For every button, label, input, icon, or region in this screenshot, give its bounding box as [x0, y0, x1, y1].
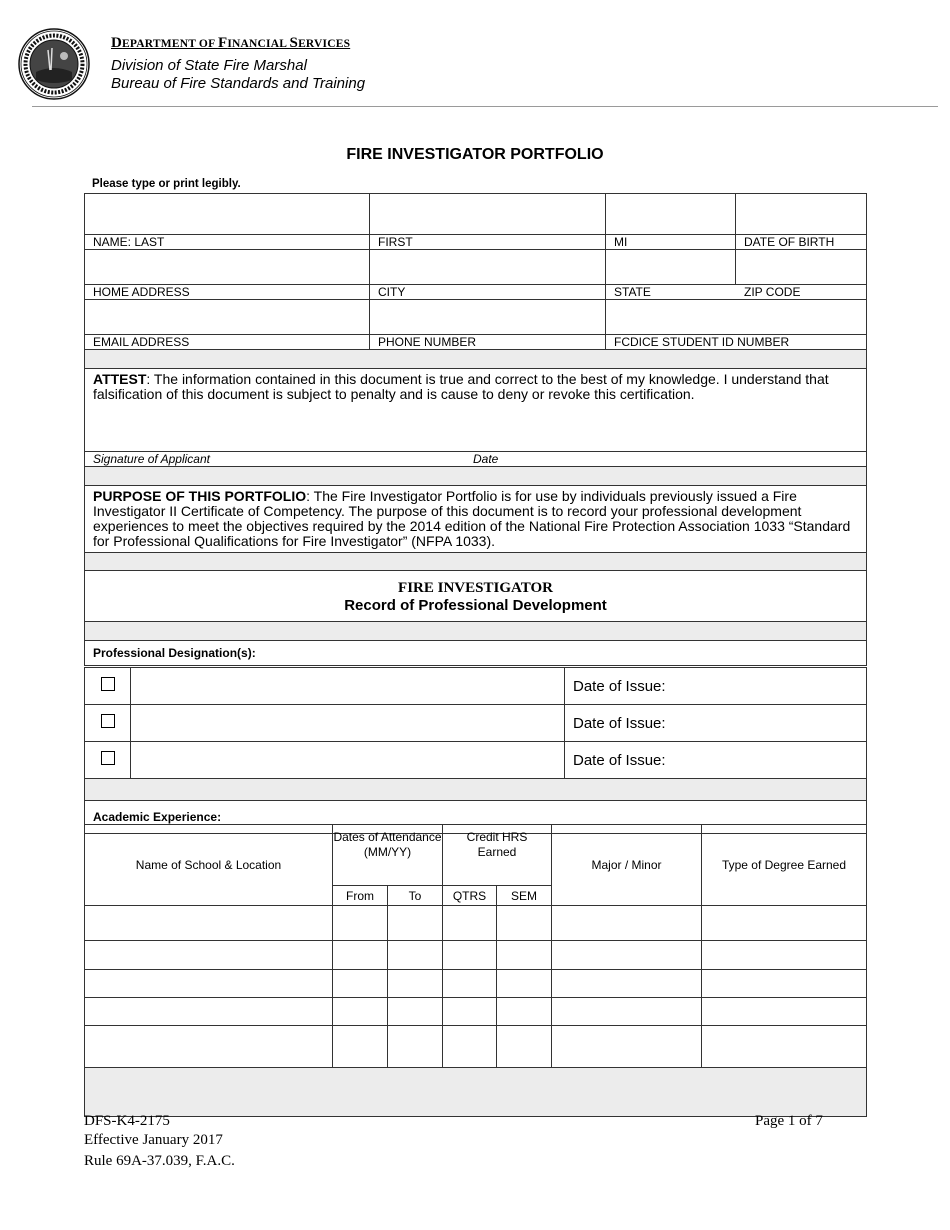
record-title: FIRE INVESTIGATOR — [398, 580, 553, 596]
sem-cell[interactable] — [497, 970, 552, 998]
dob-label: DATE OF BIRTH — [736, 235, 867, 250]
major-cell[interactable] — [552, 998, 702, 1026]
designation-row — [85, 668, 867, 705]
designations-heading: Professional Designation(s): — [85, 641, 867, 666]
major-cell[interactable] — [552, 1026, 702, 1068]
qtrs-cell[interactable] — [443, 906, 497, 941]
school-cell[interactable] — [85, 1026, 333, 1068]
zip-field[interactable] — [736, 250, 867, 285]
section-spacer — [85, 779, 867, 801]
last-name-label: NAME: LAST — [85, 235, 370, 250]
designation-name-field[interactable] — [131, 705, 565, 742]
state-zip-label-cell — [606, 285, 867, 300]
col-credit-header: Credit HRS Earned — [443, 825, 552, 886]
home-address-field[interactable] — [85, 250, 370, 285]
qtrs-cell[interactable] — [443, 998, 497, 1026]
header-divider — [32, 106, 938, 107]
col-major-header: Major / Minor — [552, 825, 702, 906]
date-label: Date — [473, 452, 499, 466]
instruction-text: Please type or print legibly. — [92, 178, 241, 190]
qtrs-cell[interactable] — [443, 1026, 497, 1068]
degree-cell[interactable] — [702, 906, 867, 941]
date-of-issue-field[interactable]: Date of Issue: — [565, 742, 867, 779]
division-name: Division of State Fire Marshal — [111, 57, 307, 74]
table-row — [85, 998, 867, 1026]
qtrs-cell[interactable] — [443, 970, 497, 998]
degree-cell[interactable] — [702, 941, 867, 970]
last-name-field[interactable] — [85, 194, 370, 235]
attest-statement — [85, 369, 867, 452]
col-degree-header: Type of Degree Earned — [702, 825, 867, 906]
col-sem-header: SEM — [497, 886, 552, 906]
state-label: STATE — [614, 285, 651, 299]
page-title: FIRE INVESTIGATOR PORTFOLIO — [346, 146, 604, 163]
designation-name-field[interactable] — [131, 668, 565, 705]
designation-name-field[interactable] — [131, 742, 565, 779]
from-cell[interactable] — [333, 906, 388, 941]
academic-table — [84, 824, 867, 1117]
purpose-label: PURPOSE OF THIS PORTFOLIO — [93, 488, 307, 504]
purpose-statement — [85, 486, 867, 553]
qtrs-cell[interactable] — [443, 941, 497, 970]
from-cell[interactable] — [333, 941, 388, 970]
degree-cell[interactable] — [702, 998, 867, 1026]
first-name-label: FIRST — [370, 235, 606, 250]
from-cell[interactable] — [333, 1026, 388, 1068]
section-spacer — [85, 553, 867, 571]
section-spacer — [85, 1068, 867, 1117]
mi-field[interactable] — [606, 194, 736, 235]
school-cell[interactable] — [85, 970, 333, 998]
designation-checkbox[interactable] — [101, 714, 115, 728]
applicant-info-table — [84, 193, 867, 666]
table-row — [85, 941, 867, 970]
fcdice-id-label: FCDICE STUDENT ID NUMBER — [606, 335, 867, 350]
purpose-text: : The Fire Investigator Portfolio is for use by individuals previously issued a Fire Investigator II Certificate of Competency. The purpose of this document is to record your professional development experiences to meet the objectives required by the 2014 edition of the National Fire Protection Association 1033 “Standard for Professional Qualifications for Fire Investigator” (NFPA 1033). — [93, 488, 851, 549]
sem-cell[interactable] — [497, 1026, 552, 1068]
school-cell[interactable] — [85, 941, 333, 970]
to-cell[interactable] — [388, 906, 443, 941]
col-from-header: From — [333, 886, 388, 906]
section-spacer — [85, 467, 867, 486]
designation-row — [85, 705, 867, 742]
section-spacer — [85, 350, 867, 369]
school-cell[interactable] — [85, 998, 333, 1026]
effective-date: Effective January 2017 — [84, 1132, 223, 1148]
zip-label: ZIP CODE — [744, 285, 801, 299]
city-label: CITY — [370, 285, 606, 300]
first-name-field[interactable] — [370, 194, 606, 235]
page-number: Page 1 of 7 — [755, 1113, 823, 1129]
major-cell[interactable] — [552, 941, 702, 970]
signature-line[interactable] — [85, 452, 867, 467]
to-cell[interactable] — [388, 998, 443, 1026]
designation-checkbox-cell — [85, 668, 131, 705]
attest-text: : The information contained in this document is true and correct to the best of my knowledge. I understand that falsification of this document is subject to penalty and is cause to deny or revoke this certification. — [93, 371, 829, 402]
designation-checkbox[interactable] — [101, 677, 115, 691]
from-cell[interactable] — [333, 970, 388, 998]
col-to-header: To — [388, 886, 443, 906]
to-cell[interactable] — [388, 970, 443, 998]
sem-cell[interactable] — [497, 941, 552, 970]
department-name: DEPARTMENT OF FINANCIAL SERVICES — [111, 35, 351, 51]
major-cell[interactable] — [552, 970, 702, 998]
degree-cell[interactable] — [702, 1026, 867, 1068]
designations-table — [84, 667, 867, 834]
signature-label: Signature of Applicant — [93, 452, 210, 466]
from-cell[interactable] — [333, 998, 388, 1026]
form-id: DFS-K4-2175 — [84, 1113, 170, 1129]
designation-checkbox[interactable] — [101, 751, 115, 765]
col-dates-header: Dates of Attendance (MM/YY) — [333, 825, 443, 886]
state-seal-logo — [18, 28, 90, 100]
home-address-label: HOME ADDRESS — [85, 285, 370, 300]
phone-label: PHONE NUMBER — [370, 335, 606, 350]
designation-row — [85, 742, 867, 779]
email-label: EMAIL ADDRESS — [85, 335, 370, 350]
attest-label: ATTEST — [93, 371, 147, 387]
email-field[interactable] — [85, 300, 370, 335]
designation-checkbox-cell — [85, 742, 131, 779]
mi-label: MI — [606, 235, 736, 250]
to-cell[interactable] — [388, 1026, 443, 1068]
academic-heading: Academic Experience: — [85, 801, 867, 834]
date-of-issue-field[interactable]: Date of Issue: — [565, 705, 867, 742]
record-heading — [85, 571, 867, 622]
col-qtrs-header: QTRS — [443, 886, 497, 906]
col-school-header: Name of School & Location — [85, 825, 333, 906]
section-spacer — [85, 622, 867, 641]
school-cell[interactable] — [85, 906, 333, 941]
designation-checkbox-cell — [85, 705, 131, 742]
sem-cell[interactable] — [497, 998, 552, 1026]
table-row — [85, 970, 867, 998]
table-row — [85, 1026, 867, 1068]
record-subtitle: Record of Professional Development — [344, 597, 607, 614]
to-cell[interactable] — [388, 941, 443, 970]
major-cell[interactable] — [552, 906, 702, 941]
state-field[interactable] — [606, 250, 736, 285]
bureau-name: Bureau of Fire Standards and Training — [111, 75, 366, 92]
table-row — [85, 906, 867, 941]
degree-cell[interactable] — [702, 970, 867, 998]
fcdice-id-field[interactable] — [606, 300, 867, 335]
sem-cell[interactable] — [497, 906, 552, 941]
city-field[interactable] — [370, 250, 606, 285]
date-of-issue-field[interactable]: Date of Issue: — [565, 668, 867, 705]
dob-field[interactable] — [736, 194, 867, 235]
rule-reference: Rule 69A-37.039, F.A.C. — [84, 1153, 235, 1169]
phone-field[interactable] — [370, 300, 606, 335]
